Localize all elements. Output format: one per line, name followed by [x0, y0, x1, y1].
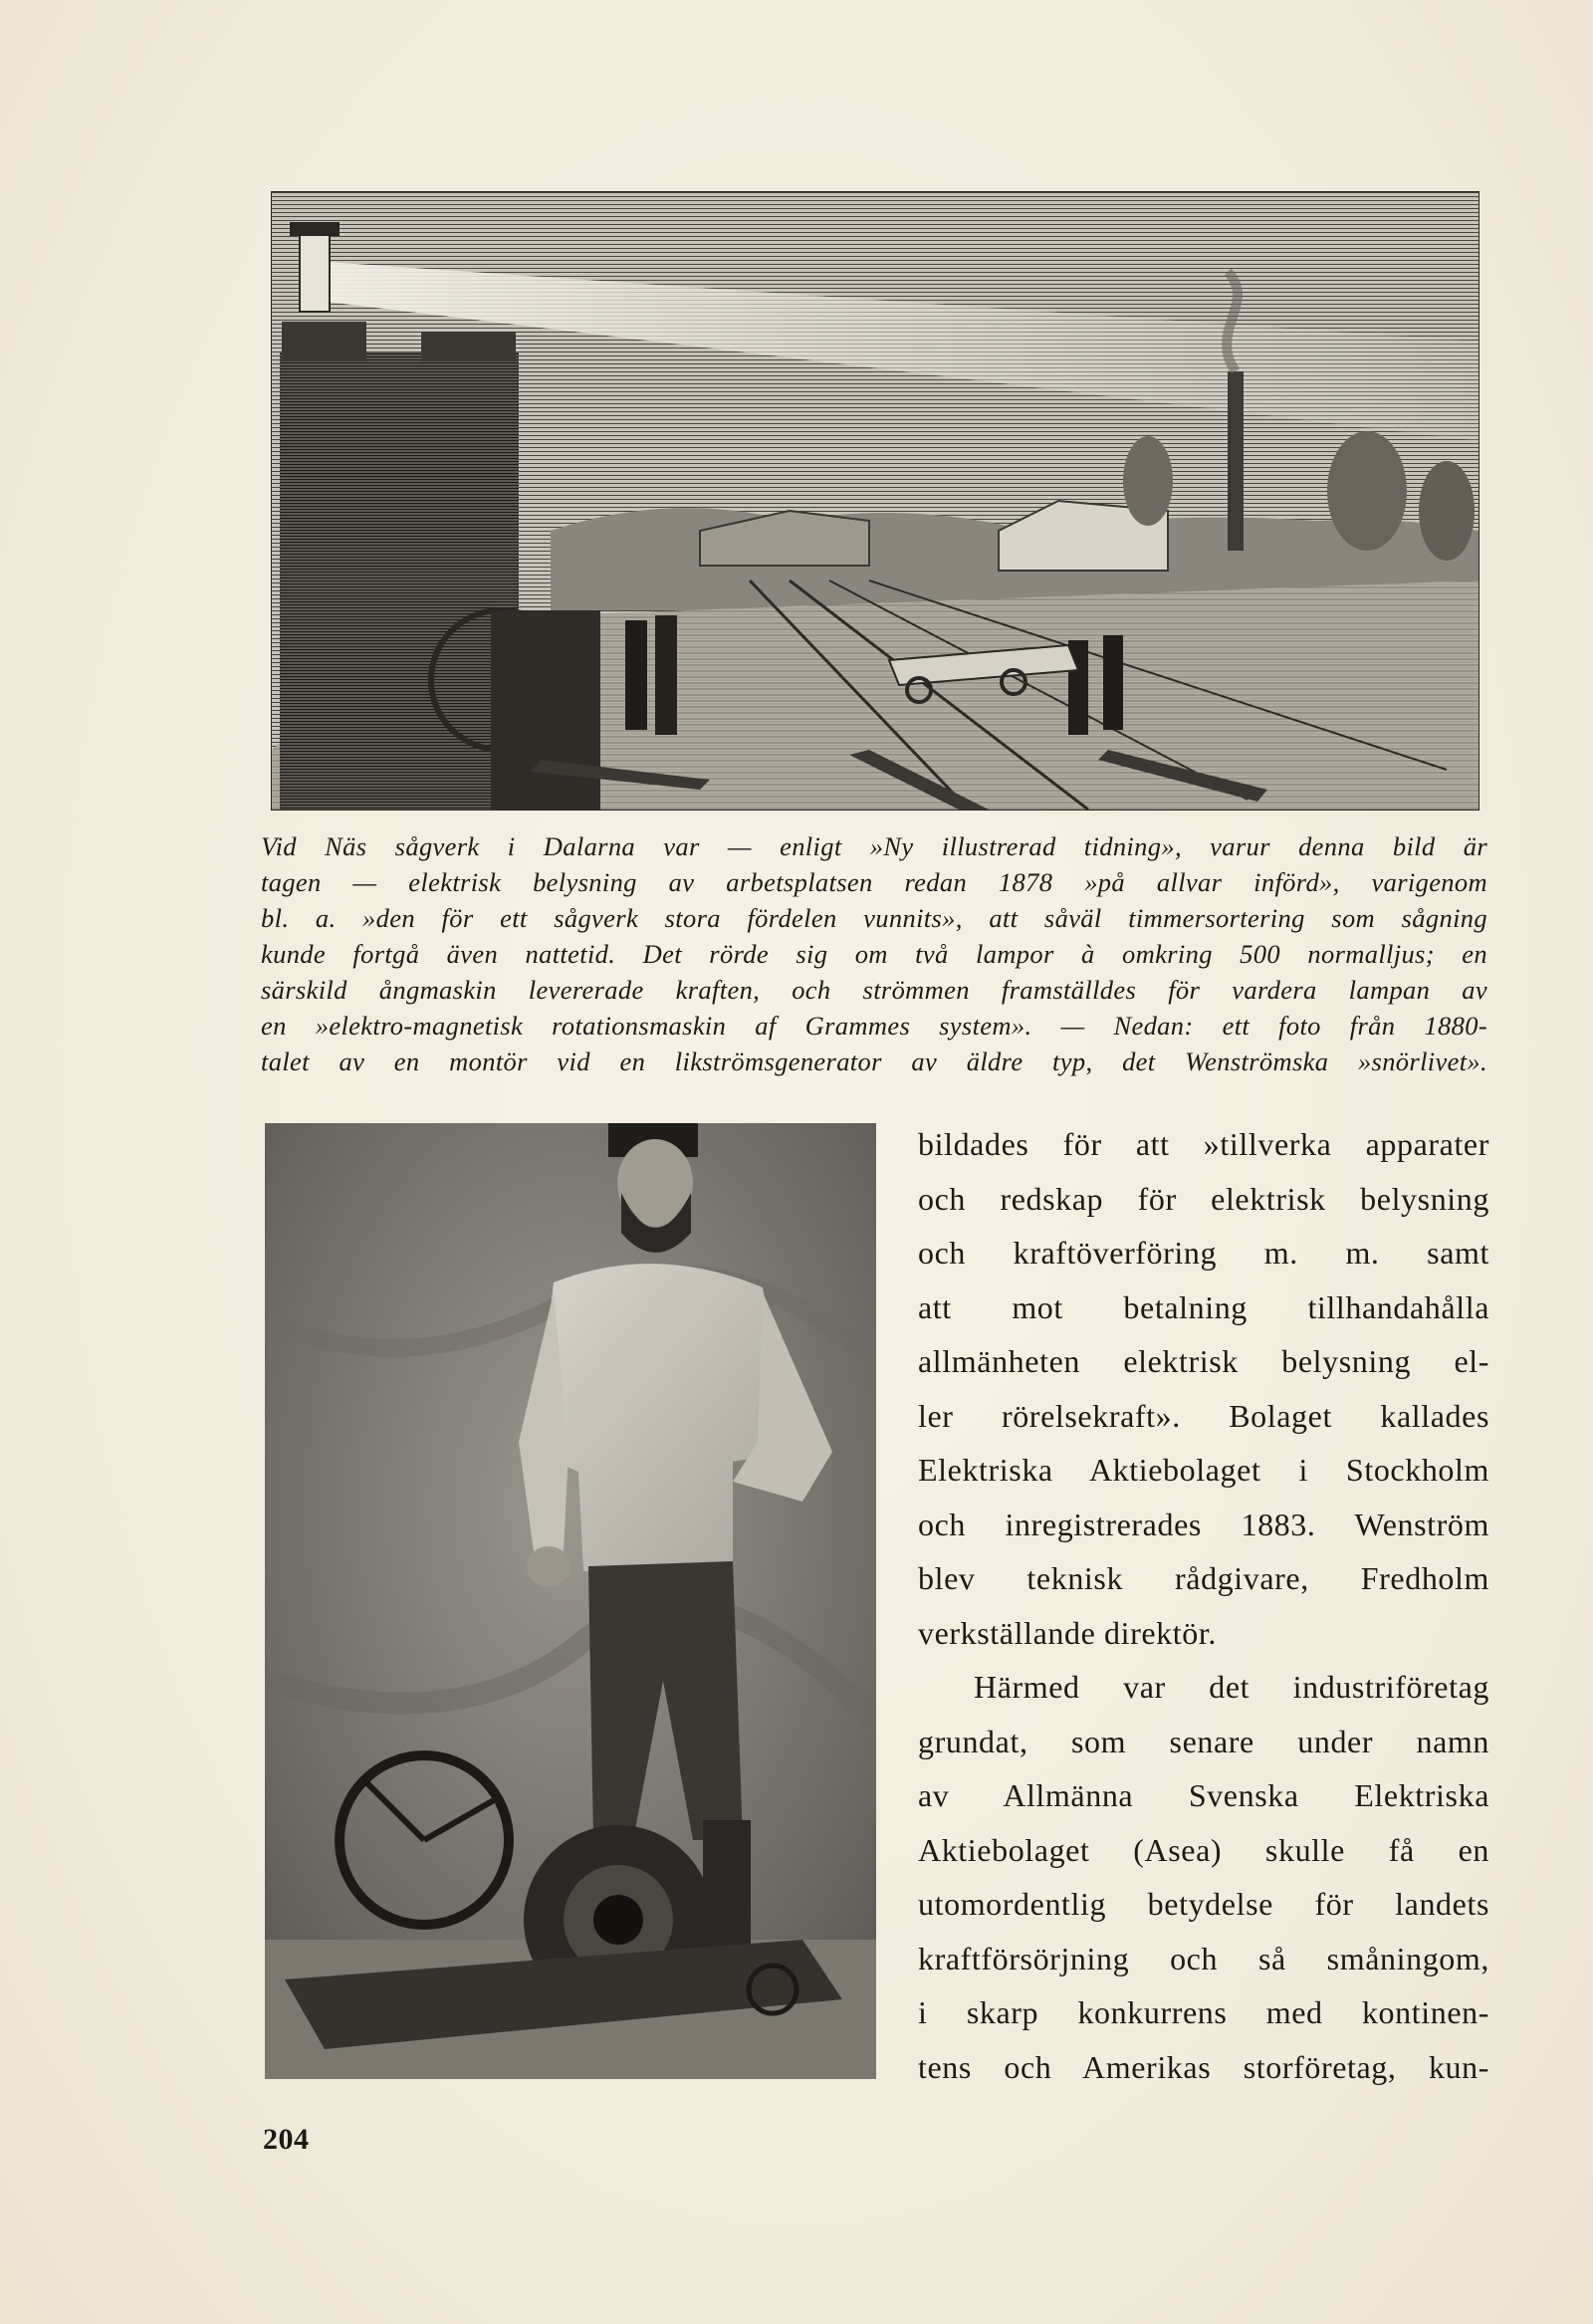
- body-line: bildades för att »tillverka apparater: [918, 1126, 1489, 1162]
- body-line: Elektriska Aktiebolaget i Stockholm: [918, 1452, 1489, 1488]
- caption-line: bl. a. »den för ett sågverk stora fördelen vunnits», att såväl timmersortering som sågning: [261, 903, 1487, 933]
- body-text: [918, 1117, 1489, 2094]
- body-line: att mot betalning tillhandahålla: [918, 1288, 1489, 1325]
- body-line: grundat, som senare under namn: [918, 1723, 1489, 1759]
- body-line: verkställande direktör.: [918, 1614, 1217, 1651]
- body-line: Aktiebolaget (Asea) skulle få en: [918, 1831, 1489, 1868]
- body-line: kraftförsörjning och så småningom,: [918, 1940, 1489, 1976]
- caption-line: kunde fortgå även nattetid. Det rörde sig om två lampor à omkring 500 normalljus; en: [261, 939, 1487, 969]
- body-line: utomordentlig betydelse för landets: [918, 1886, 1489, 1922]
- caption-line: Vid Näs sågverk i Dalarna var — enligt »Ny illustrerad tidning», varur denna bild är: [261, 831, 1487, 861]
- body-line: tens och Amerikas storföretag, kun-: [918, 2048, 1489, 2085]
- caption-line: en »elektro-magnetisk rotationsmaskin af Grammes system». — Nedan: ett foto från 1880-: [261, 1011, 1487, 1041]
- body-line: och kraftöverföring m. m. samt: [918, 1235, 1489, 1271]
- body-line: och inregistrerades 1883. Wenström: [918, 1506, 1489, 1542]
- sawmill-engraving: [271, 191, 1479, 811]
- body-line: av Allmänna Svenska Elektriska: [918, 1777, 1489, 1813]
- body-line: i skarp konkurrens med kontinen-: [918, 1994, 1489, 2030]
- body-line: allmänheten elektrisk belysning el-: [918, 1343, 1489, 1379]
- body-line: ler rörelsekraft». Bolaget kallades: [918, 1397, 1489, 1434]
- body-line: Härmed var det industriföretag: [974, 1669, 1489, 1705]
- caption-line: särskild ångmaskin levererade kraften, och strömmen framställdes för vardera lampan av: [261, 975, 1487, 1005]
- caption-line: tagen — elektrisk belysning av arbetsplatsen redan 1878 »på allvar införd», varigenom: [261, 867, 1487, 897]
- page-number: 204: [263, 2123, 310, 2156]
- body-line: blev teknisk rådgivare, Fredholm: [918, 1560, 1489, 1596]
- generator-photo: [265, 1123, 876, 2079]
- caption-line: talet av en montör vid en likströmsgenerator av äldre typ, det Wenströmska »snörlivet».: [261, 1046, 1487, 1076]
- figure-caption: [261, 828, 1487, 1079]
- body-line: och redskap för elektrisk belysning: [918, 1180, 1489, 1217]
